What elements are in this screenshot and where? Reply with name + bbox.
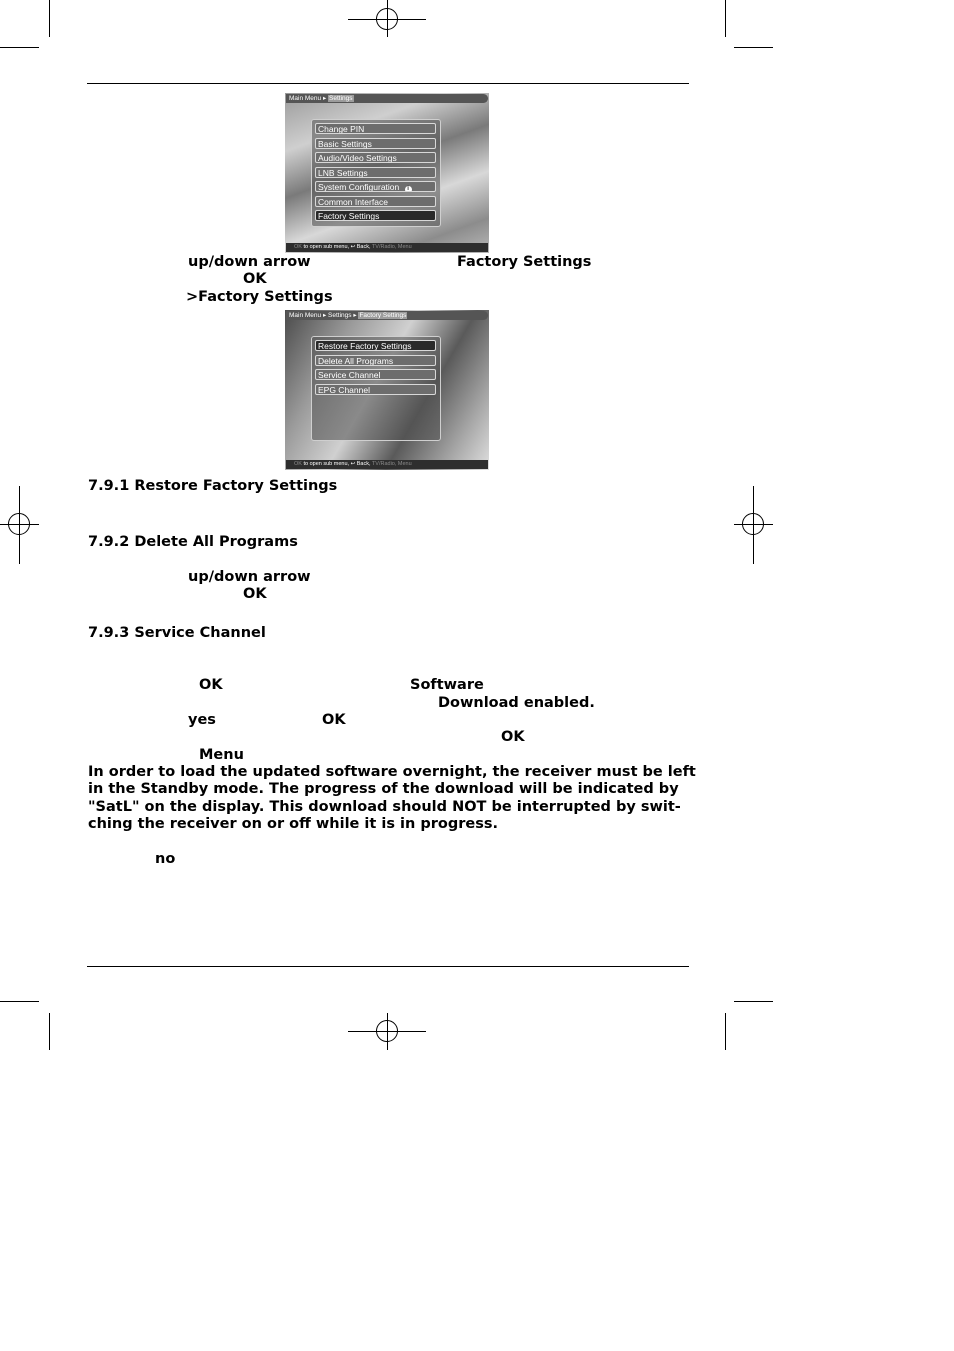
help-hint: TV/Radio, Menu (371, 244, 412, 250)
section-heading-delete: 7.9.2 Delete All Programs (88, 534, 298, 550)
instruction-text: Menu (199, 747, 244, 763)
help-text: to open sub menu, (303, 244, 350, 250)
footer-rule (87, 966, 689, 967)
instruction-text: yes (188, 712, 216, 728)
crumb-settings: Settings (329, 95, 353, 102)
instruction-text: Software (410, 677, 484, 693)
header-rule (87, 83, 689, 84)
arrow-right-icon: ▸ (322, 95, 327, 102)
crop-mark (0, 1001, 39, 1002)
instruction-text: OK (501, 729, 525, 745)
menu-item-basic-settings[interactable]: Basic Settings (315, 138, 436, 149)
note-paragraph-line: ching the receiver on or off while it is in progress. (88, 816, 499, 832)
settings-menu-screenshot (285, 93, 489, 253)
menu-item-label: System Configuration (318, 182, 400, 192)
registration-circle (8, 513, 30, 535)
help-text: Back, (356, 461, 371, 467)
ok-hint: OK (294, 461, 302, 467)
menu-item-service-channel[interactable]: Service Channel (315, 369, 436, 380)
instruction-text: >Factory Settings (186, 289, 333, 305)
crop-mark (725, 0, 726, 37)
crop-mark (49, 1013, 50, 1050)
breadcrumb (286, 94, 488, 103)
help-text: Back, (356, 244, 371, 250)
back-icon: ↩ (350, 244, 356, 250)
menu-item-system-configuration[interactable] (315, 181, 436, 192)
menu-item-audio-video-settings[interactable]: Audio/Video Settings (315, 152, 436, 163)
crumb-settings: Settings (328, 312, 352, 319)
crop-mark (734, 47, 773, 48)
breadcrumb (286, 311, 488, 320)
arrow-right-icon: ▸ (322, 312, 327, 319)
factory-settings-menu (311, 336, 441, 441)
crumb-factory-settings: Factory Settings (359, 312, 407, 319)
section-heading-restore: 7.9.1 Restore Factory Settings (88, 478, 338, 494)
instruction-text: OK (243, 586, 267, 602)
instruction-text: up/down arrow (188, 254, 311, 270)
instruction-text: Download enabled. (438, 695, 595, 711)
menu-item-factory-settings[interactable]: Factory Settings (315, 210, 436, 221)
instruction-text: no (155, 851, 176, 867)
menu-item-lnb-settings[interactable]: LNB Settings (315, 167, 436, 178)
arrow-right-icon: ▸ (353, 312, 357, 319)
menu-item-delete-all-programs[interactable]: Delete All Programs (315, 355, 436, 366)
ok-hint: OK (294, 244, 302, 250)
help-text: to open sub menu, (303, 461, 350, 467)
crop-mark (0, 47, 39, 48)
instruction-text: OK (243, 271, 267, 287)
menu-item-epg-channel[interactable]: EPG Channel (315, 384, 436, 395)
note-paragraph-line: In order to load the updated software overnight, the receiver must be left (88, 764, 696, 780)
instruction-text: OK (322, 712, 346, 728)
menu-item-common-interface[interactable]: Common Interface (315, 196, 436, 207)
crumb-main-menu: Main Menu (289, 312, 322, 319)
section-heading-service: 7.9.3 Service Channel (88, 625, 266, 641)
registration-circle (376, 8, 398, 30)
back-icon: ↩ (350, 461, 356, 467)
instruction-text: OK (199, 677, 223, 693)
factory-settings-screenshot (285, 310, 489, 470)
crop-mark (734, 1001, 773, 1002)
help-hint: TV/Radio, Menu (371, 461, 412, 467)
help-bar (286, 243, 488, 252)
help-bar (286, 460, 488, 469)
menu-item-change-pin[interactable]: Change PIN (315, 123, 436, 134)
settings-menu (311, 119, 441, 227)
registration-circle (742, 513, 764, 535)
crop-mark (49, 0, 50, 37)
note-paragraph-line: in the Standby mode. The progress of the download will be indicated by (88, 781, 679, 797)
note-paragraph-line: "SatL" on the display. This download should NOT be interrupted by swit- (88, 799, 681, 815)
menu-item-restore-factory-settings[interactable]: Restore Factory Settings (315, 340, 436, 351)
instruction-text: Factory Settings (457, 254, 592, 270)
info-icon: i (405, 186, 412, 192)
registration-circle (376, 1020, 398, 1042)
instruction-text: up/down arrow (188, 569, 311, 585)
crumb-main-menu: Main Menu (289, 95, 322, 102)
crop-mark (725, 1013, 726, 1050)
